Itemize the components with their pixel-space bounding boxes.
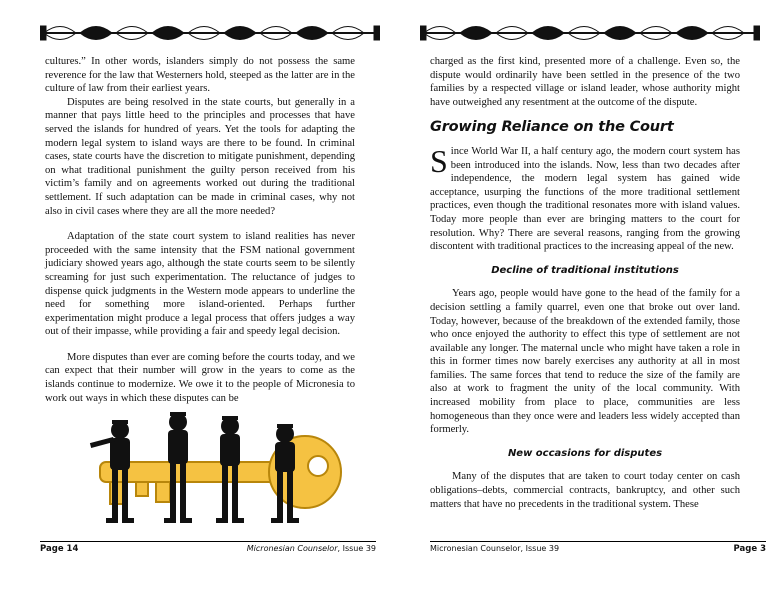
paragraph-with-dropcap: Since World War II, a half century ago, the modern court system has been introduced into the islands. Now, less than two decades after independence, the modern legal system has gained wide acceptance, usurping the functions of the more traditional settlement practices, even though the traditional resonates more with island values. Today more people than ever are bringing matters to the court for resolution. Why? There are several reasons, ranging from the growing discontent with traditional practices to the increasing appeal of the new. (430, 142, 740, 253)
paragraph: Years ago, people would have gone to the head of the family for a decision settling a family quarrel, even one that broke out over land. Today, however, because of the breakdown of the extended family, those who once enjoyed the authority to effect this type of settlement are not available any longer. The maternal uncle who might have taken a role in this in former times now barely exercises any authority at all in most families. The same forces that tend to reduce the size of the family are also at work to fragment the unity of the local community. With increased mobility from place to place, communities are less homogeneous than they once were and leaders less widely accepted than formerly. (430, 288, 740, 436)
section-heading: Growing Reliance on the Court (430, 119, 674, 136)
subheading: Decline of traditional institutions (491, 264, 679, 276)
left-text-column (45, 55, 355, 405)
decorative-border-right (420, 16, 760, 50)
paragraph: Many of the disputes that are taken to court today center on cash obligations–debts, commercial contracts, bankruptcy, and other such matters that have no precedents in the traditional system. These (430, 471, 740, 510)
left-page (10, 0, 376, 600)
paragraph: charged as the first kind, presented more of a challenge. Even so, the dispute would ordinarily have been settled in the presence of the two families by a respected village or island leader, whose authority might have outweighed any resentment at the outcome of the dispute. (430, 56, 740, 108)
page-number: Page 3 (733, 544, 766, 554)
right-page (410, 0, 766, 600)
key-carriers-illustration (80, 400, 370, 550)
subheading: New occasions for disputes (507, 447, 663, 459)
left-footer (40, 541, 376, 554)
right-footer (430, 541, 766, 554)
paragraph: cultures.” In other words, islanders simply do not possess the same reverence for the law that Westerners hold, steeped as the latter are in the culture of law from their earliest years. (45, 56, 355, 95)
paragraph: Disputes are being resolved in the state courts, but generally in a manner that pays little heed to the principles and processes that have served the islands for hundred of years. Yet the tools for adapting the modern legal system to island ways are there to be found. In criminal cases, state courts have the discretion to mitigate punishment, depending on what traditional punishment the guilty person received from his victim’s family and on agreements worked out during the traditional settlement. If such adaptation can be made in criminal cases, why not also in civil cases where they are all the more needed? (45, 96, 355, 217)
publication-title: Micronesian Counselor, Issue 39 (246, 544, 376, 553)
publication-title: Micronesian Counselor, Issue 39 (430, 544, 560, 553)
decorative-border-left (40, 16, 380, 50)
page-number: Page 14 (40, 544, 79, 554)
right-text-column (430, 55, 740, 511)
paragraph: Adaptation of the state court system to island realities has never proceeded with the same intensity that the FSM national government judiciary showed years ago, although the state courts seem to be silently screaming for just such experimentation. The reluctance of judges to dispense quick judgments in the Western mode appears to underline the need for something more island-oriented. Perhaps further experimentation might produce a legal process that offers judges a way out of their impasse, while providing a fair and speedy legal decision. (45, 231, 355, 338)
drop-cap: S (430, 142, 448, 179)
paragraph: More disputes than ever are coming before the courts today, and we can expect that their number will grow in the years to come as the islands continue to modernize. We owe it to the people of Micronesia to work out ways in which these disputes can be (45, 351, 355, 404)
